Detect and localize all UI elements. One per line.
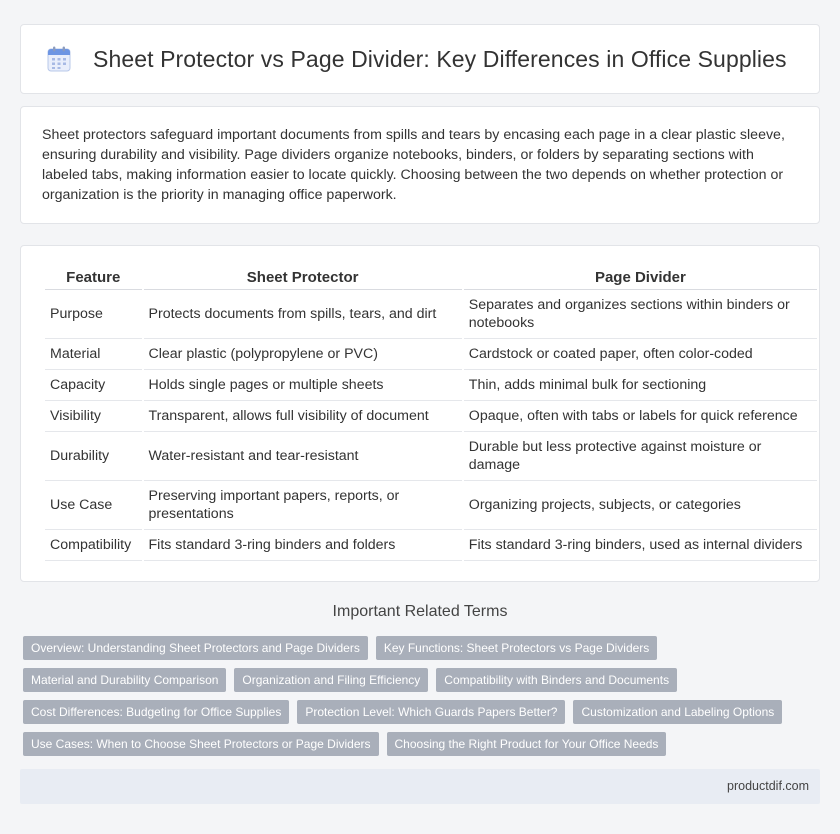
related-tag[interactable]: Choosing the Right Product for Your Office Needs [387,732,667,756]
sheet-protector-cell: Preserving important papers, reports, or presentations [144,481,462,530]
feature-cell: Visibility [45,401,142,432]
related-tag[interactable]: Organization and Filing Efficiency [234,668,428,692]
sheet-protector-cell: Fits standard 3-ring binders and folders [144,530,462,561]
sheet-protector-cell: Holds single pages or multiple sheets [144,370,462,401]
feature-cell: Capacity [45,370,142,401]
related-tag[interactable]: Compatibility with Binders and Documents [436,668,677,692]
sheet-protector-cell: Clear plastic (polypropylene or PVC) [144,339,462,370]
footer [20,769,820,804]
comparison-card [20,245,820,582]
table-row [45,481,817,530]
feature-cell: Use Case [45,481,142,530]
related-terms-title: Important Related Terms [332,603,508,620]
header-page-divider: Page Divider [464,263,817,290]
related-tag[interactable]: Protection Level: Which Guards Papers Better? [297,700,565,724]
footer-site-link[interactable]: productdif.com [727,779,809,793]
table-row [45,530,817,561]
table-row [45,290,817,339]
page-divider-cell: Separates and organizes sections within binders or notebooks [464,290,817,339]
table-row [45,401,817,432]
related-tag[interactable]: Overview: Understanding Sheet Protectors and Page Dividers [23,636,368,660]
feature-cell: Purpose [45,290,142,339]
page-divider-cell: Cardstock or coated paper, often color-coded [464,339,817,370]
table-row [45,339,817,370]
page-divider-cell: Durable but less protective against moisture or damage [464,432,817,481]
sheet-protector-cell: Protects documents from spills, tears, and dirt [144,290,462,339]
page-divider-cell: Thin, adds minimal bulk for sectioning [464,370,817,401]
page-divider-cell: Organizing projects, subjects, or categories [464,481,817,530]
table-row [45,370,817,401]
related-tag[interactable]: Cost Differences: Budgeting for Office Supplies [23,700,289,724]
related-terms-tags [23,636,813,764]
related-tag[interactable]: Use Cases: When to Choose Sheet Protectors or Page Dividers [23,732,379,756]
table-row [45,432,817,481]
header-feature: Feature [45,263,142,290]
intro-paragraph: Sheet protectors safeguard important documents from spills and tears by encasing each page in a clear plastic sleeve, ensuring durability and visibility. Page dividers organize notebooks, binders, or folders by separating sections with labeled tabs, making information easier to locate quickly. Choosing between the two depends on whether protection or organization is the priority in managing office paperwork. [42,127,785,203]
sheet-protector-cell: Transparent, allows full visibility of document [144,401,462,432]
feature-cell: Durability [45,432,142,481]
page-divider-cell: Fits standard 3-ring binders, used as internal dividers [464,530,817,561]
feature-cell: Compatibility [45,530,142,561]
page-divider-cell: Opaque, often with tabs or labels for quick reference [464,401,817,432]
comparison-table [43,263,819,561]
related-tag[interactable]: Material and Durability Comparison [23,668,226,692]
header-card [20,24,820,94]
related-tag[interactable]: Customization and Labeling Options [573,700,782,724]
header-sheet-protector: Sheet Protector [144,263,462,290]
sheet-protector-cell: Water-resistant and tear-resistant [144,432,462,481]
calendar-icon [47,46,71,72]
page-title: Sheet Protector vs Page Divider: Key Differences in Office Supplies [93,45,787,72]
intro-card [20,106,820,224]
related-tag[interactable]: Key Functions: Sheet Protectors vs Page Dividers [376,636,657,660]
feature-cell: Material [45,339,142,370]
